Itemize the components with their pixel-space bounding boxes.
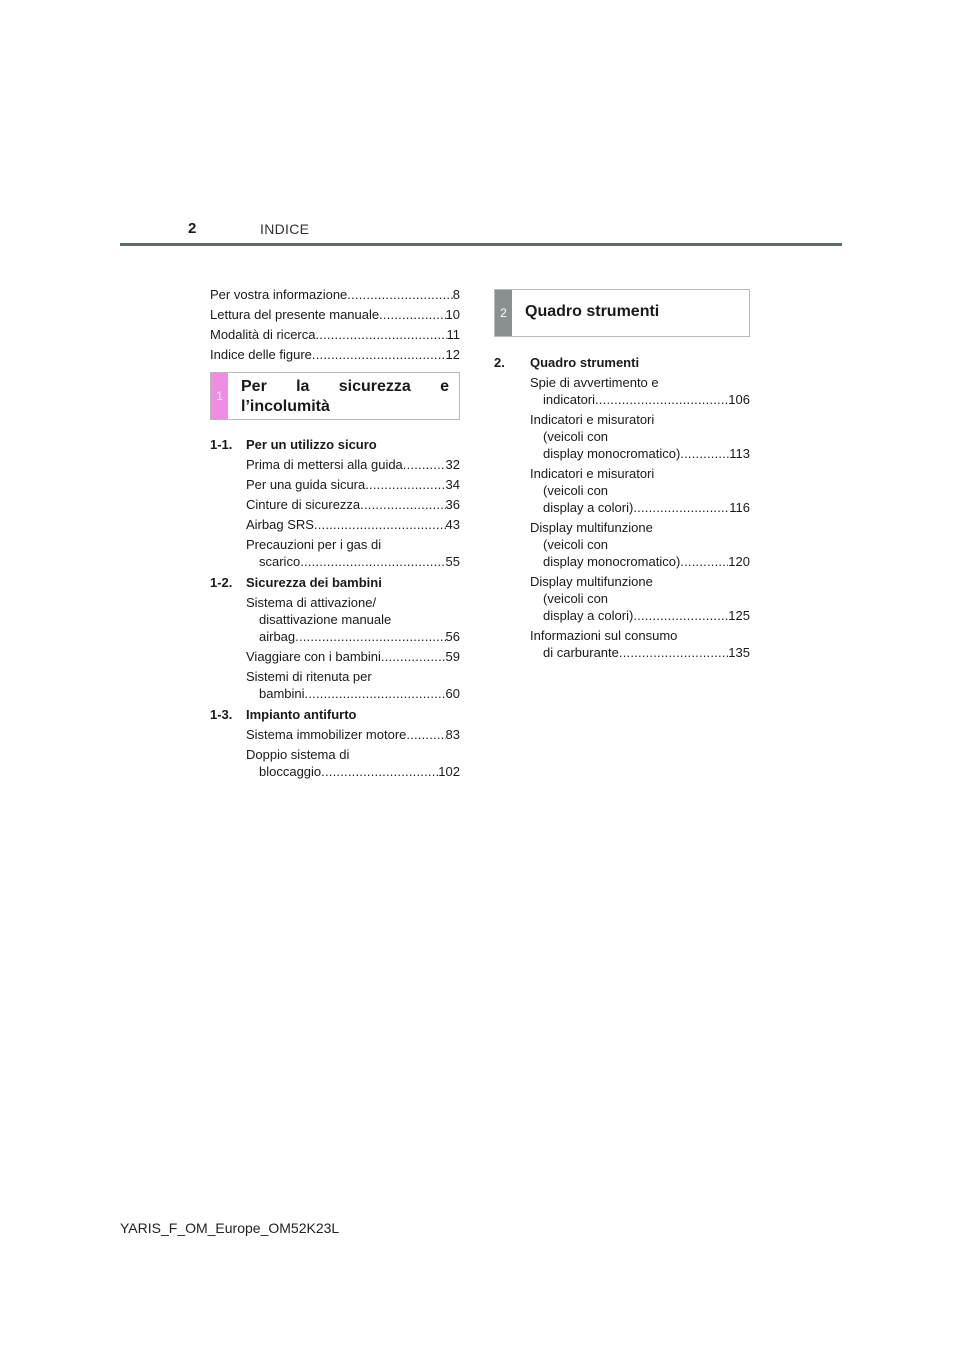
chapter-title: Quadro strumenti [530, 355, 640, 370]
leader-dots [403, 456, 446, 473]
toc-entry-last-line [530, 553, 750, 570]
toc-entry[interactable] [530, 411, 750, 462]
left-column [210, 286, 460, 783]
page-header [120, 210, 842, 246]
toc-entry-line: (veicoli con [543, 483, 609, 498]
leader-dots [300, 553, 445, 570]
toc-entry[interactable] [246, 594, 460, 645]
section-2-tab: 2 [495, 290, 512, 336]
toc-entry-page: 55 [445, 554, 460, 569]
toc-entry-line: Indicatori e misuratori [530, 412, 655, 427]
toc-entry-label: bambini [259, 686, 305, 701]
toc-entry-line: (veicoli con [543, 591, 609, 606]
toc-entry-last-line [246, 516, 460, 533]
toc-entry-label: airbag [259, 629, 296, 644]
toc-entry[interactable] [210, 286, 460, 303]
toc-entry-last-line [246, 763, 460, 780]
toc-entry-line: Doppio sistema di [246, 747, 350, 762]
section-1-title-word: la [296, 378, 310, 395]
toc-entry-label: indicatori [543, 392, 596, 407]
toc-entry-last-line [530, 499, 750, 516]
toc-entry[interactable] [530, 627, 750, 661]
toc-entry-page: 36 [445, 497, 460, 512]
toc-entry-last-line [530, 644, 750, 661]
section-1-title [228, 373, 459, 419]
toc-entry-label: di carburante [543, 645, 619, 660]
toc-entry-page: 116 [729, 500, 750, 515]
toc-entry-label: Cinture di sicurezza [246, 497, 361, 512]
toc-entry[interactable] [246, 496, 460, 513]
toc-entry-line: disattivazione manuale [259, 612, 392, 627]
page-title: INDICE [260, 221, 310, 237]
leader-dots [595, 391, 728, 408]
toc-entry-page: 43 [445, 517, 460, 532]
toc-entry-page: 34 [445, 477, 460, 492]
toc-entry-line: Spie di avvertimento e [530, 375, 659, 390]
toc-entry[interactable] [210, 346, 460, 363]
toc-entry-label: Per una guida sicura [246, 477, 366, 492]
toc-entry-line: (veicoli con [543, 429, 609, 444]
toc-entry-line: Sistema di attivazione/ [246, 595, 377, 610]
toc-entry-label: bloccaggio [259, 764, 322, 779]
toc-entry-page: 56 [445, 629, 460, 644]
toc-entry-label: Indice delle figure [210, 347, 312, 362]
chapter-number: 2. [494, 355, 505, 370]
section-1-title-word: Per [241, 378, 267, 395]
section-1-title-line1 [241, 377, 449, 397]
leader-dots [633, 499, 729, 516]
leader-dots [633, 607, 728, 624]
leader-dots [316, 326, 447, 343]
toc-entry-label: display a colori) [543, 500, 634, 515]
toc-entry-last-line [246, 456, 460, 473]
toc-entry-last-line [530, 445, 750, 462]
leader-dots [680, 445, 729, 462]
toc-entry-last-line [530, 607, 750, 624]
toc-entry-line: Display multifunzione [530, 520, 653, 535]
leader-dots [360, 496, 445, 513]
toc-entry[interactable] [246, 456, 460, 473]
chapter-title: Impianto antifurto [246, 707, 357, 722]
toc-entry[interactable] [246, 648, 460, 665]
toc-entry-label: display monocromatico) [543, 554, 681, 569]
toc-entry[interactable] [530, 374, 750, 408]
toc-entry-page: 10 [445, 307, 460, 322]
toc-entry[interactable] [246, 516, 460, 533]
section-2-box[interactable] [494, 289, 750, 337]
toc-entry[interactable] [246, 726, 460, 743]
section-2-title: Quadro strumenti [525, 303, 660, 320]
chapter-heading[interactable] [210, 436, 460, 453]
toc-entry-label: Prima di mettersi alla guida [246, 457, 403, 472]
toc-entry[interactable] [530, 519, 750, 570]
section-1-chapters [210, 436, 460, 780]
toc-entry-page: 60 [445, 686, 460, 701]
toc-entry[interactable] [210, 326, 460, 343]
toc-entry-page: 32 [445, 457, 460, 472]
toc-entry-label: Modalità di ricerca [210, 327, 316, 342]
toc-entry[interactable] [530, 573, 750, 624]
leader-dots [305, 685, 446, 702]
leader-dots [406, 726, 445, 743]
leader-dots [321, 763, 438, 780]
toc-entry-page: 113 [729, 446, 750, 461]
toc-entry-last-line [246, 496, 460, 513]
leader-dots [314, 516, 446, 533]
toc-entry-last-line [246, 648, 460, 665]
toc-entry[interactable] [246, 746, 460, 780]
toc-entry-last-line [246, 726, 460, 743]
toc-entry[interactable] [246, 476, 460, 493]
toc-entry-label: Sistema immobilizer motore [246, 727, 407, 742]
toc-entry[interactable] [210, 306, 460, 323]
toc-entry-last-line [246, 685, 460, 702]
leader-dots [312, 346, 446, 363]
toc-entry-page: 125 [728, 608, 750, 623]
leader-dots [295, 628, 445, 645]
chapter-heading[interactable] [210, 706, 460, 723]
toc-entry-line: Indicatori e misuratori [530, 466, 655, 481]
section-2-chapters [494, 354, 750, 661]
intro-list [210, 286, 460, 363]
toc-entry-last-line [246, 553, 460, 570]
toc-entry-last-line [246, 628, 460, 645]
toc-entry-label: display a colori) [543, 608, 634, 623]
toc-entry[interactable] [530, 465, 750, 516]
toc-entry-page: 120 [728, 554, 750, 569]
toc-entry-label: Viaggiare con i bambini [246, 649, 381, 664]
toc-entry-line: (veicoli con [543, 537, 609, 552]
toc-entry-page: 102 [438, 764, 460, 779]
toc-entry-line: Sistemi di ritenuta per [246, 669, 372, 684]
document-footer: YARIS_F_OM_Europe_OM52K23L [120, 1220, 340, 1236]
toc-entry[interactable] [246, 668, 460, 702]
toc-entry[interactable] [246, 536, 460, 570]
chapter-heading[interactable] [210, 574, 460, 591]
toc-entry-line: Display multifunzione [530, 574, 653, 589]
toc-entry-last-line [530, 391, 750, 408]
toc-entry-line: Precauzioni per i gas di [246, 537, 382, 552]
toc-entry-label: Lettura del presente manuale [210, 307, 380, 322]
toc-entry-page: 106 [728, 392, 750, 407]
right-column [494, 289, 750, 664]
toc-entry-page: 12 [445, 347, 460, 362]
toc-entry-page: 135 [728, 645, 750, 660]
section-1-title-line2: l’incolumità [241, 398, 330, 415]
leader-dots [619, 644, 728, 661]
toc-entry-page: 83 [445, 727, 460, 742]
leader-dots [680, 553, 728, 570]
leader-dots [379, 306, 445, 323]
toc-entry-line: Informazioni sul consumo [530, 628, 678, 643]
page-number: 2 [188, 220, 197, 237]
leader-dots [347, 286, 452, 303]
chapter-number: 1-3. [210, 707, 233, 722]
toc-entry-last-line [246, 476, 460, 493]
section-1-tab: 1 [211, 373, 228, 419]
toc-entry-label: Per vostra informazione [210, 287, 348, 302]
section-1-title-word: sicurezza [338, 378, 411, 395]
toc-entry-label: scarico [259, 554, 301, 569]
header-rule [120, 243, 842, 246]
toc-entry-page: 59 [445, 649, 460, 664]
toc-entry-page: 11 [446, 327, 460, 342]
chapter-title: Per un utilizzo sicuro [246, 437, 377, 452]
chapter-title: Sicurezza dei bambini [246, 575, 382, 590]
section-1-title-word: e [440, 378, 449, 395]
chapter-number: 1-2. [210, 575, 233, 590]
toc-entry-label: Airbag SRS [246, 517, 314, 532]
toc-entry-page: 8 [452, 287, 460, 302]
toc-entry-label: display monocromatico) [543, 446, 681, 461]
chapter-number: 1-1. [210, 437, 233, 452]
leader-dots [365, 476, 445, 493]
leader-dots [381, 648, 446, 665]
chapter-heading[interactable] [494, 354, 750, 371]
section-1-box[interactable] [210, 372, 460, 420]
